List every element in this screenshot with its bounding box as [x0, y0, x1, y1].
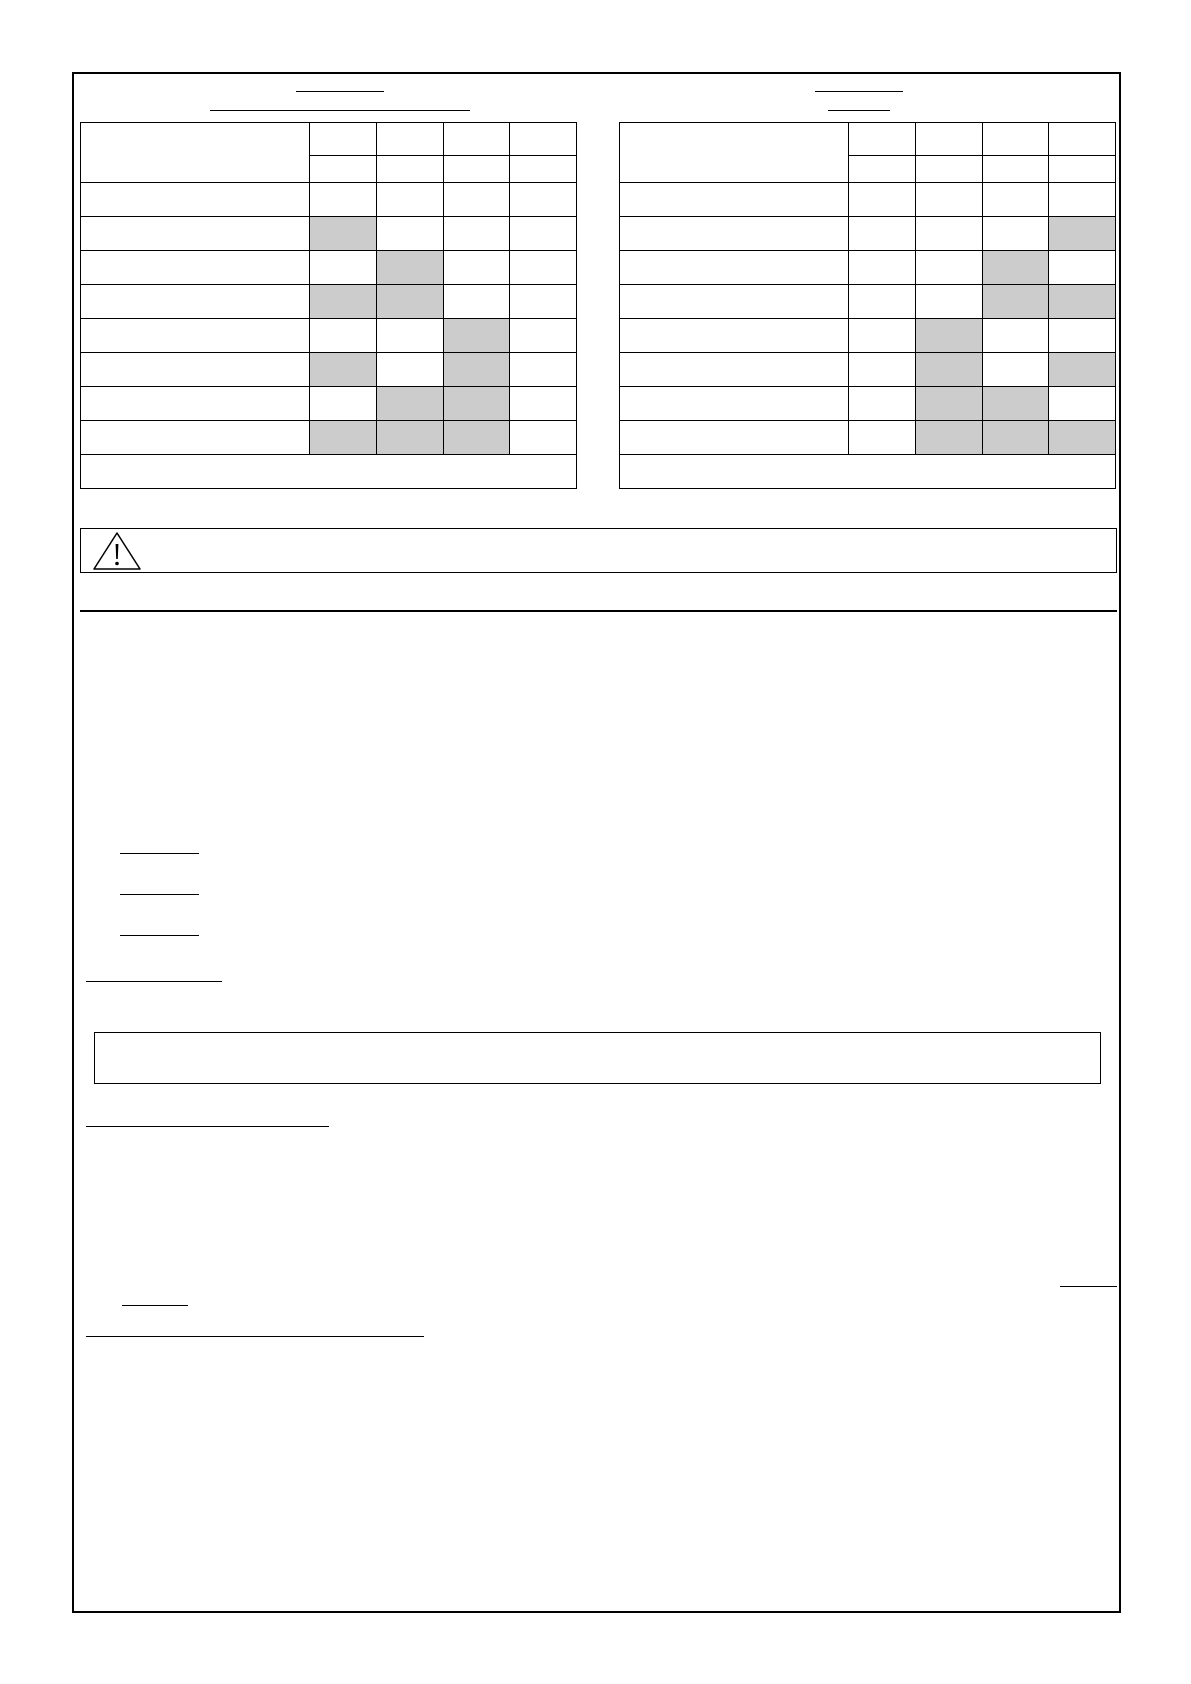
table-row: [81, 387, 577, 421]
row-label: [620, 319, 849, 353]
shaded-cell: [310, 285, 377, 319]
row-label: [620, 251, 849, 285]
inline-underline: [1060, 1286, 1117, 1287]
empty-cell: [849, 217, 916, 251]
column-subheader: [1049, 156, 1116, 183]
table-row: [620, 387, 1116, 421]
note-box: [94, 1032, 1101, 1084]
inline-underline: [122, 1305, 188, 1306]
empty-cell: [510, 183, 577, 217]
empty-cell: [982, 183, 1049, 217]
empty-cell: [982, 353, 1049, 387]
table-footer: [620, 455, 1116, 489]
shaded-cell: [1049, 353, 1116, 387]
empty-cell: [849, 319, 916, 353]
empty-cell: [443, 217, 510, 251]
shaded-cell: [915, 353, 982, 387]
section-heading-underline: [86, 981, 222, 982]
empty-cell: [310, 387, 377, 421]
empty-cell: [376, 183, 443, 217]
shaded-cell: [376, 421, 443, 455]
shaded-cell: [443, 319, 510, 353]
warning-box: [80, 528, 1117, 573]
empty-cell: [915, 183, 982, 217]
row-label: [81, 387, 310, 421]
empty-cell: [510, 217, 577, 251]
empty-cell: [849, 387, 916, 421]
table-row: [81, 319, 577, 353]
empty-cell: [1049, 387, 1116, 421]
table-row: [81, 183, 577, 217]
shaded-cell: [1049, 285, 1116, 319]
table-row: [620, 285, 1116, 319]
row-label: [81, 217, 310, 251]
section-heading-underline: [86, 1126, 329, 1127]
column-subheader: [443, 156, 510, 183]
row-label: [81, 421, 310, 455]
empty-cell: [376, 353, 443, 387]
empty-cell: [849, 421, 916, 455]
table-footer: [81, 455, 577, 489]
empty-cell: [443, 183, 510, 217]
row-label: [620, 217, 849, 251]
shaded-cell: [982, 387, 1049, 421]
shaded-cell: [1049, 217, 1116, 251]
list-item-underline: [120, 935, 199, 936]
shaded-cell: [443, 387, 510, 421]
column-subheader: [915, 156, 982, 183]
shaded-cell: [1049, 421, 1116, 455]
column-subheader: [982, 156, 1049, 183]
column-header: [443, 123, 510, 156]
empty-cell: [510, 319, 577, 353]
table-row: [620, 353, 1116, 387]
shaded-cell: [376, 251, 443, 285]
empty-cell: [510, 353, 577, 387]
empty-cell: [310, 319, 377, 353]
shaded-cell: [982, 421, 1049, 455]
empty-cell: [310, 251, 377, 285]
shaded-cell: [443, 353, 510, 387]
empty-cell: [310, 183, 377, 217]
table-row: [81, 285, 577, 319]
column-header: [915, 123, 982, 156]
table-row: [620, 183, 1116, 217]
shaded-cell: [982, 285, 1049, 319]
table-row: [81, 251, 577, 285]
empty-cell: [915, 217, 982, 251]
empty-cell: [510, 285, 577, 319]
shaded-cell: [915, 387, 982, 421]
empty-cell: [510, 251, 577, 285]
section-heading-underline: [86, 1336, 424, 1337]
empty-cell: [1049, 183, 1116, 217]
empty-cell: [849, 353, 916, 387]
row-label: [620, 353, 849, 387]
row-label: [81, 251, 310, 285]
row-label: [620, 387, 849, 421]
table-header-label: [81, 123, 310, 183]
shaded-cell: [915, 421, 982, 455]
table-row: [620, 319, 1116, 353]
empty-cell: [849, 285, 916, 319]
empty-cell: [443, 251, 510, 285]
list-item-underline: [120, 853, 199, 854]
left-table: [80, 122, 577, 489]
empty-cell: [982, 319, 1049, 353]
column-subheader: [849, 156, 916, 183]
row-label: [620, 421, 849, 455]
table-row: [620, 217, 1116, 251]
shaded-cell: [310, 421, 377, 455]
shaded-cell: [915, 319, 982, 353]
table-row: [620, 251, 1116, 285]
row-label: [81, 183, 310, 217]
column-header: [982, 123, 1049, 156]
empty-cell: [376, 217, 443, 251]
shaded-cell: [443, 421, 510, 455]
table-row: [81, 353, 577, 387]
empty-cell: [915, 251, 982, 285]
shaded-cell: [376, 387, 443, 421]
empty-cell: [1049, 319, 1116, 353]
shaded-cell: [982, 251, 1049, 285]
column-subheader: [510, 156, 577, 183]
column-header: [310, 123, 377, 156]
right-subtitle-underline: [828, 110, 890, 111]
warning-triangle-icon: [91, 529, 143, 573]
table-row: [81, 217, 577, 251]
row-label: [81, 285, 310, 319]
column-subheader: [310, 156, 377, 183]
column-header: [510, 123, 577, 156]
empty-cell: [849, 183, 916, 217]
right-title-underline: [815, 91, 903, 92]
column-header: [376, 123, 443, 156]
empty-cell: [849, 251, 916, 285]
right-table: [619, 122, 1116, 489]
empty-cell: [1049, 251, 1116, 285]
list-item-underline: [120, 894, 199, 895]
row-label: [81, 319, 310, 353]
empty-cell: [376, 319, 443, 353]
column-subheader: [376, 156, 443, 183]
empty-cell: [510, 421, 577, 455]
table-row: [620, 421, 1116, 455]
section-divider: [80, 610, 1117, 612]
left-subtitle-underline: [210, 110, 470, 111]
left-title-underline: [296, 91, 384, 92]
column-header: [1049, 123, 1116, 156]
row-label: [620, 183, 849, 217]
empty-cell: [982, 217, 1049, 251]
empty-cell: [915, 285, 982, 319]
shaded-cell: [310, 353, 377, 387]
table-row: [81, 421, 577, 455]
column-header: [849, 123, 916, 156]
table-header-label: [620, 123, 849, 183]
shaded-cell: [376, 285, 443, 319]
row-label: [620, 285, 849, 319]
shaded-cell: [310, 217, 377, 251]
empty-cell: [443, 285, 510, 319]
empty-cell: [510, 387, 577, 421]
row-label: [81, 353, 310, 387]
